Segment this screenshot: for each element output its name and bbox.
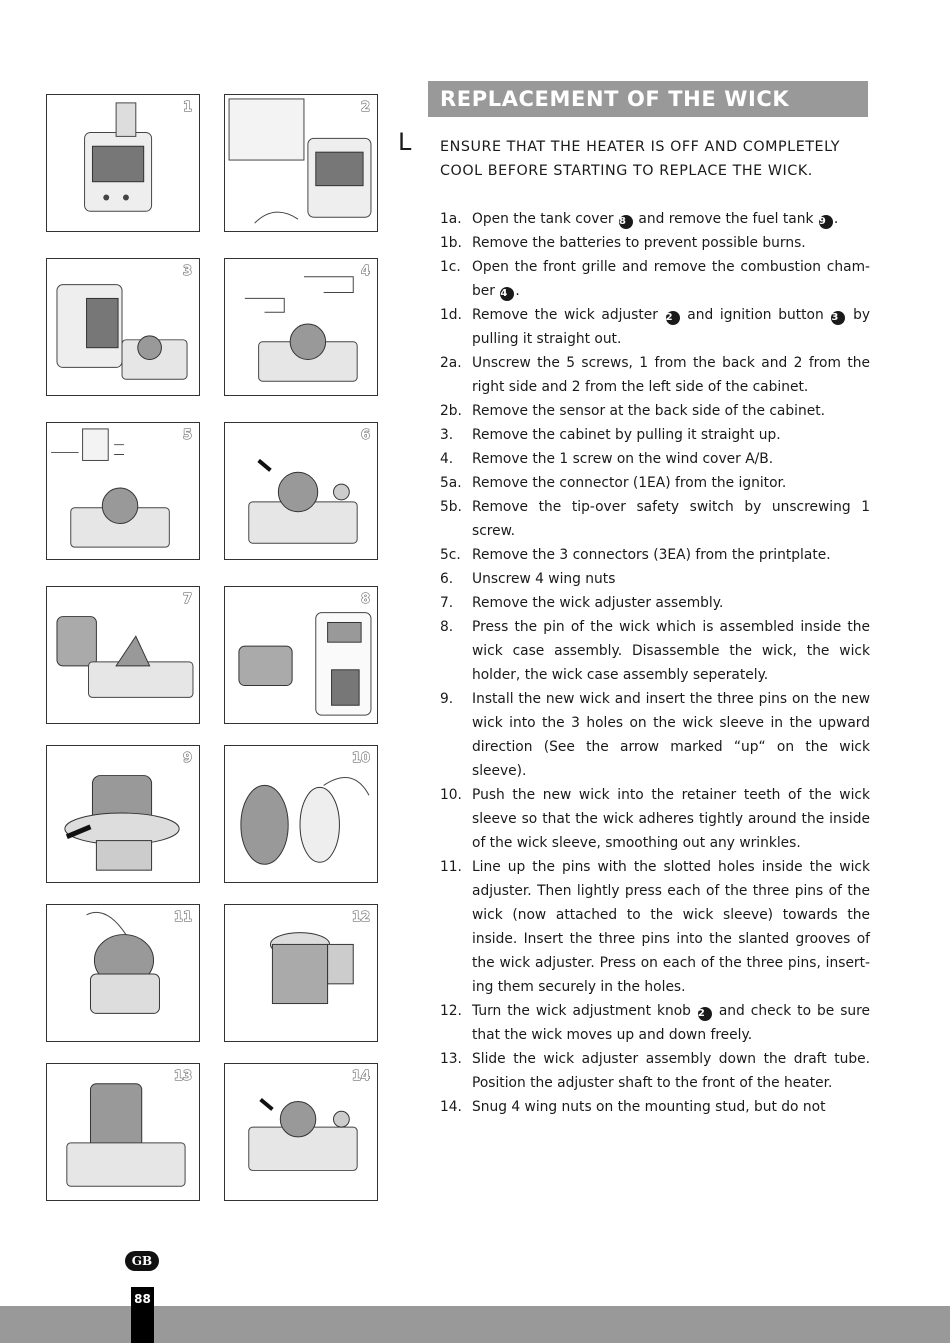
instruction-list <box>440 207 870 1119</box>
heater-illustration <box>225 587 377 723</box>
figure-number: 12 <box>351 910 370 925</box>
figure-number: 7 <box>182 592 192 607</box>
step-text: Remove the 3 connectors (3EA) from the printplate. <box>472 547 831 563</box>
step-number: 12. <box>440 1003 462 1019</box>
figure-3 <box>46 258 200 396</box>
figure-number: 8 <box>360 592 370 607</box>
step-text: Open the tank cover 8 and remove the fuel tank 9 . <box>472 211 839 227</box>
part-reference-badge: 8 <box>619 215 633 229</box>
heater-illustration <box>225 95 377 231</box>
step-number: 2b. <box>440 403 462 419</box>
instruction-step <box>440 303 870 351</box>
step-number: 1d. <box>440 307 462 323</box>
figure-9 <box>46 745 200 883</box>
figure-7 <box>46 586 200 724</box>
part-reference-badge: 2 <box>698 1007 712 1021</box>
step-number: 10. <box>440 787 462 803</box>
heater-illustration <box>47 587 199 723</box>
figure-8 <box>224 586 378 724</box>
instruction-step <box>440 567 870 591</box>
step-text: Push the new wick into the retainer teeth of the wick sleeve so that the wick adheres tightly around the inside of the wick sleeve, smoothing out any wrinkles. <box>472 787 870 851</box>
language-badge: GB <box>125 1251 159 1271</box>
step-number: 3. <box>440 427 454 443</box>
page-number: 88 <box>134 1292 151 1306</box>
step-number: 5a. <box>440 475 462 491</box>
figure-12 <box>224 904 378 1042</box>
figure-2 <box>224 94 378 232</box>
step-text: Remove the cabinet by pulling it straight up. <box>472 427 781 443</box>
part-reference-badge: 4 <box>500 287 514 301</box>
step-text: Install the new wick and insert the three pins on the new wick into the 3 holes on the wick sleeve in the upward direction (See the arrow marked “up“ on the wick sleeve). <box>472 691 870 779</box>
safety-warning: ENSURE THAT THE HEATER IS OFF AND COMPLETELY COOL BEFORE STARTING TO REPLACE THE WICK. <box>440 139 841 179</box>
step-text: Remove the batteries to prevent possible burns. <box>472 235 806 251</box>
figure-5 <box>46 422 200 560</box>
instruction-step <box>440 495 870 543</box>
instruction-step <box>440 255 870 303</box>
instruction-step <box>440 447 870 471</box>
step-text: Snug 4 wing nuts on the mounting stud, but do not <box>472 1099 826 1115</box>
heater-illustration <box>47 423 199 559</box>
figure-10 <box>224 745 378 883</box>
figure-number: 11 <box>173 910 192 925</box>
step-text: Remove the 1 screw on the wind cover A/B. <box>472 451 774 467</box>
step-number: 1a. <box>440 211 462 227</box>
heater-illustration <box>47 1064 199 1200</box>
instruction-step <box>440 855 870 999</box>
step-text: Unscrew the 5 screws, 1 from the back and 2 from the right side and 2 from the left side of the cabinet. <box>472 355 870 395</box>
heater-illustration <box>47 95 199 231</box>
figure-14 <box>224 1063 378 1201</box>
heater-illustration <box>47 259 199 395</box>
step-text: Remove the wick adjuster assembly. <box>472 595 724 611</box>
step-text: Remove the tip-over safety switch by unscrewing 1 screw. <box>472 499 870 539</box>
figure-number: 10 <box>351 751 370 766</box>
step-text: Slide the wick adjuster assembly down the draft tube. Position the adjuster shaft to the front of the heater. <box>472 1051 870 1091</box>
figure-number: 9 <box>182 751 192 766</box>
instruction-step <box>440 1047 870 1095</box>
step-text: Turn the wick adjustment knob 2 and check to be sure that the wick moves up and down freely. <box>472 1003 870 1043</box>
part-reference-badge: 3 <box>831 311 845 325</box>
step-text: Remove the connector (1EA) from the ignitor. <box>472 475 787 491</box>
heater-illustration <box>47 905 199 1041</box>
instruction-step <box>440 231 870 255</box>
figure-13 <box>46 1063 200 1201</box>
heater-illustration <box>225 746 377 882</box>
step-number: 13. <box>440 1051 462 1067</box>
figure-number: 1 <box>182 100 192 115</box>
figure-number: 5 <box>182 428 192 443</box>
figure-4 <box>224 258 378 396</box>
figure-6 <box>224 422 378 560</box>
figure-number: 6 <box>360 428 370 443</box>
figure-number: 3 <box>182 264 192 279</box>
step-number: 8. <box>440 619 454 635</box>
instruction-step <box>440 207 870 231</box>
heater-illustration <box>225 905 377 1041</box>
instruction-step <box>440 351 870 399</box>
instruction-step <box>440 783 870 855</box>
step-number: 11. <box>440 859 462 875</box>
heater-illustration <box>225 423 377 559</box>
figure-11 <box>46 904 200 1042</box>
step-text: Line up the pins with the slotted holes inside the wick adjuster. Then lightly press each of the three pins of the wick (now attached to the wick sleeve) towards the inside. Insert the three pins into the slanted grooves of the wick adjuster. Press on each of the three pins, insert-ing them securely in the holes. <box>472 859 870 995</box>
instruction-step <box>440 399 870 423</box>
instruction-step <box>440 615 870 687</box>
instruction-step <box>440 591 870 615</box>
step-number: 9. <box>440 691 454 707</box>
step-number: 2a. <box>440 355 462 371</box>
instruction-step <box>440 423 870 447</box>
illustration-grid <box>46 94 382 1204</box>
step-text: Open the front grille and remove the combustion cham-ber 4 . <box>472 259 870 299</box>
step-number: 14. <box>440 1099 462 1115</box>
part-reference-badge: 2 <box>666 311 680 325</box>
step-text: Remove the wick adjuster 2 and ignition button 3 by pulling it straight out. <box>472 307 871 347</box>
step-number: 1b. <box>440 235 462 251</box>
figure-number: 13 <box>173 1069 192 1084</box>
instruction-step <box>440 471 870 495</box>
instruction-step <box>440 1095 870 1119</box>
heater-illustration <box>225 1064 377 1200</box>
step-number: 5b. <box>440 499 462 515</box>
instruction-step <box>440 687 870 783</box>
figure-number: 14 <box>351 1069 370 1084</box>
step-number: 1c. <box>440 259 461 275</box>
instruction-step <box>440 999 870 1047</box>
figure-number: 4 <box>360 264 370 279</box>
heater-illustration <box>225 259 377 395</box>
language-marker: L <box>398 128 412 156</box>
figure-number: 2 <box>360 100 370 115</box>
part-reference-badge: 9 <box>819 215 833 229</box>
page-title: REPLACEMENT OF THE WICK <box>428 81 868 117</box>
heater-illustration <box>47 746 199 882</box>
step-number: 5c. <box>440 547 461 563</box>
step-text: Unscrew 4 wing nuts <box>472 571 616 587</box>
step-number: 6. <box>440 571 454 587</box>
step-number: 4. <box>440 451 454 467</box>
step-number: 7. <box>440 595 454 611</box>
step-text: Remove the sensor at the back side of the cabinet. <box>472 403 825 419</box>
figure-1 <box>46 94 200 232</box>
instruction-step <box>440 543 870 567</box>
step-text: Press the pin of the wick which is assembled inside the wick case assembly. Disassemble the wick, the wick holder, the wick case assembly seperately. <box>472 619 870 683</box>
